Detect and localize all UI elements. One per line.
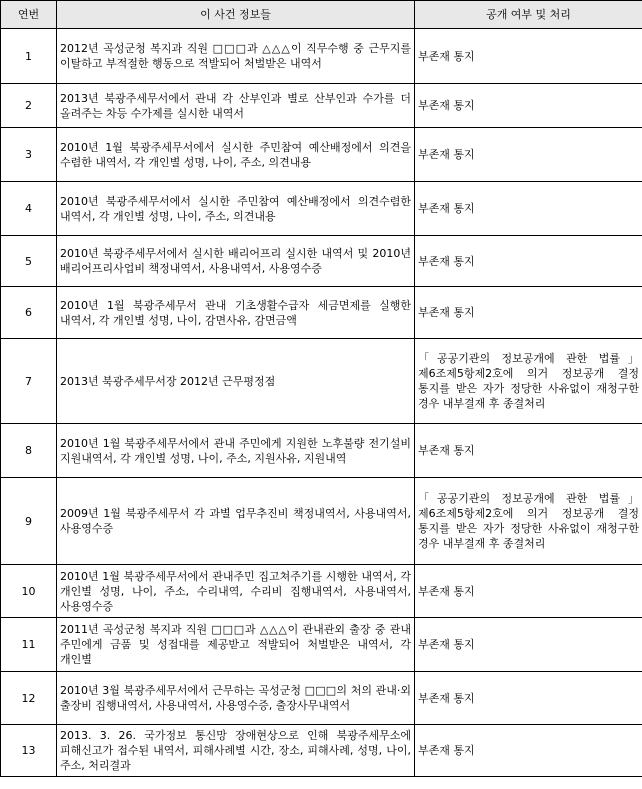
table-row bbox=[1, 339, 642, 424]
row-result: 부존재 통지 bbox=[415, 236, 642, 287]
row-number: 11 bbox=[1, 618, 57, 672]
table-row bbox=[1, 565, 642, 618]
table-row bbox=[1, 424, 642, 478]
row-number: 10 bbox=[1, 565, 57, 618]
row-result: 부존재 통지 bbox=[415, 725, 642, 777]
table-row bbox=[1, 478, 642, 565]
header-disclosure: 공개 여부 및 처리 bbox=[415, 1, 642, 29]
row-info: 2013년 북광주세무서장 2012년 근무평정점 bbox=[57, 339, 415, 424]
header-row bbox=[1, 1, 642, 29]
row-number: 12 bbox=[1, 672, 57, 725]
row-result: 부존재 통지 bbox=[415, 565, 642, 618]
row-info: 2010년 1월 북광주세무서에서 관내 주민에게 지원한 노후불량 전기설비 지원내역서, 각 개인별 성명, 나이, 주소, 지원사유, 지원내역 bbox=[57, 424, 415, 478]
header-info: 이 사건 정보들 bbox=[57, 1, 415, 29]
row-number: 6 bbox=[1, 287, 57, 339]
table-row bbox=[1, 84, 642, 128]
row-number: 3 bbox=[1, 128, 57, 182]
row-result: 「공공기관의 정보공개에 관한 법률」 제6조제5항제2호에 의거 정보공개 결정 통지를 받은 자가 정당한 사유없이 재청구한 경우 내부결재 후 종결처리 bbox=[415, 478, 642, 565]
row-info: 2010년 북광주세무서에서 실시한 주민참여 예산배정에서 의견수렴한 내역서, 각 개인별 성명, 나이, 주소, 의견내용 bbox=[57, 182, 415, 236]
table-row bbox=[1, 236, 642, 287]
row-result: 부존재 통지 bbox=[415, 84, 642, 128]
row-number: 1 bbox=[1, 29, 57, 84]
row-info: 2010년 3월 북광주세무서에서 근무하는 곡성군청 □□□의 처의 관내·외 출장비 집행내역서, 사용내역서, 사용영수증, 출장사무내역서 bbox=[57, 672, 415, 725]
row-number: 2 bbox=[1, 84, 57, 128]
row-info: 2010년 1월 북광주세무서에서 관내주민 집고쳐주기를 시행한 내역서, 각 개인별 성명, 나이, 주소, 수리내역, 수리비 집행내역서, 사용내역서, 사용영수증 bbox=[57, 565, 415, 618]
row-number: 4 bbox=[1, 182, 57, 236]
row-result: 부존재 통지 bbox=[415, 618, 642, 672]
table-row bbox=[1, 618, 642, 672]
row-info: 2011년 곡성군청 복지과 직원 □□□과 △△△이 관내관외 출장 중 관내 주민에게 금품 및 성접대를 제공받고 적발되어 처벌받은 내역서, 각 개인별 bbox=[57, 618, 415, 672]
row-info: 2013년 북광주세무서에서 관내 각 산부인과 별로 산부인과 수가를 더 올려주는 차등 수가제를 실시한 내역서 bbox=[57, 84, 415, 128]
row-number: 13 bbox=[1, 725, 57, 777]
row-info: 2012년 곡성군청 복지과 직원 □□□과 △△△이 직무수행 중 근무지를 이탈하고 부적절한 행동으로 적발되어 처벌받은 내역서 bbox=[57, 29, 415, 84]
row-info: 2010년 1월 북광주세무서 관내 기초생활수급자 세금면제를 실행한 내역서, 각 개인별 성명, 나이, 감면사유, 감면금액 bbox=[57, 287, 415, 339]
row-info: 2010년 1월 북광주세무서에서 실시한 주민참여 예산배정에서 의견을 수렴한 내역서, 각 개인별 성명, 나이, 주소, 의견내용 bbox=[57, 128, 415, 182]
table-row bbox=[1, 29, 642, 84]
row-result: 「공공기관의 정보공개에 관한 법률」 제6조제5항제2호에 의거 정보공개 결정 통지를 받은 자가 정당한 사유없이 재청구한 경우 내부결재 후 종결처리 bbox=[415, 339, 642, 424]
table-row bbox=[1, 287, 642, 339]
header-no: 연번 bbox=[1, 1, 57, 29]
table-row bbox=[1, 182, 642, 236]
row-number: 5 bbox=[1, 236, 57, 287]
row-result: 부존재 통지 bbox=[415, 672, 642, 725]
table-row bbox=[1, 725, 642, 777]
row-result: 부존재 통지 bbox=[415, 128, 642, 182]
row-number: 8 bbox=[1, 424, 57, 478]
row-number: 7 bbox=[1, 339, 57, 424]
row-result: 부존재 통지 bbox=[415, 424, 642, 478]
row-info: 2013. 3. 26. 국가정보 통신망 장애현상으로 인해 북광주세무소에 피해신고가 접수된 내역서, 피해사례별 시간, 장소, 피해사례, 성명, 나이, 주소, 처리결과 bbox=[57, 725, 415, 777]
row-result: 부존재 통지 bbox=[415, 182, 642, 236]
table-row bbox=[1, 672, 642, 725]
row-result: 부존재 통지 bbox=[415, 287, 642, 339]
row-number: 9 bbox=[1, 478, 57, 565]
row-info: 2010년 북광주세무서에서 실시한 배리어프리 실시한 내역서 및 2010년 배리어프리사업비 책정내역서, 사용내역서, 사용영수증 bbox=[57, 236, 415, 287]
row-result: 부존재 통지 bbox=[415, 29, 642, 84]
row-info: 2009년 1월 북광주세무서 각 과별 업무추진비 책정내역서, 사용내역서, 사용영수증 bbox=[57, 478, 415, 565]
table-row bbox=[1, 128, 642, 182]
